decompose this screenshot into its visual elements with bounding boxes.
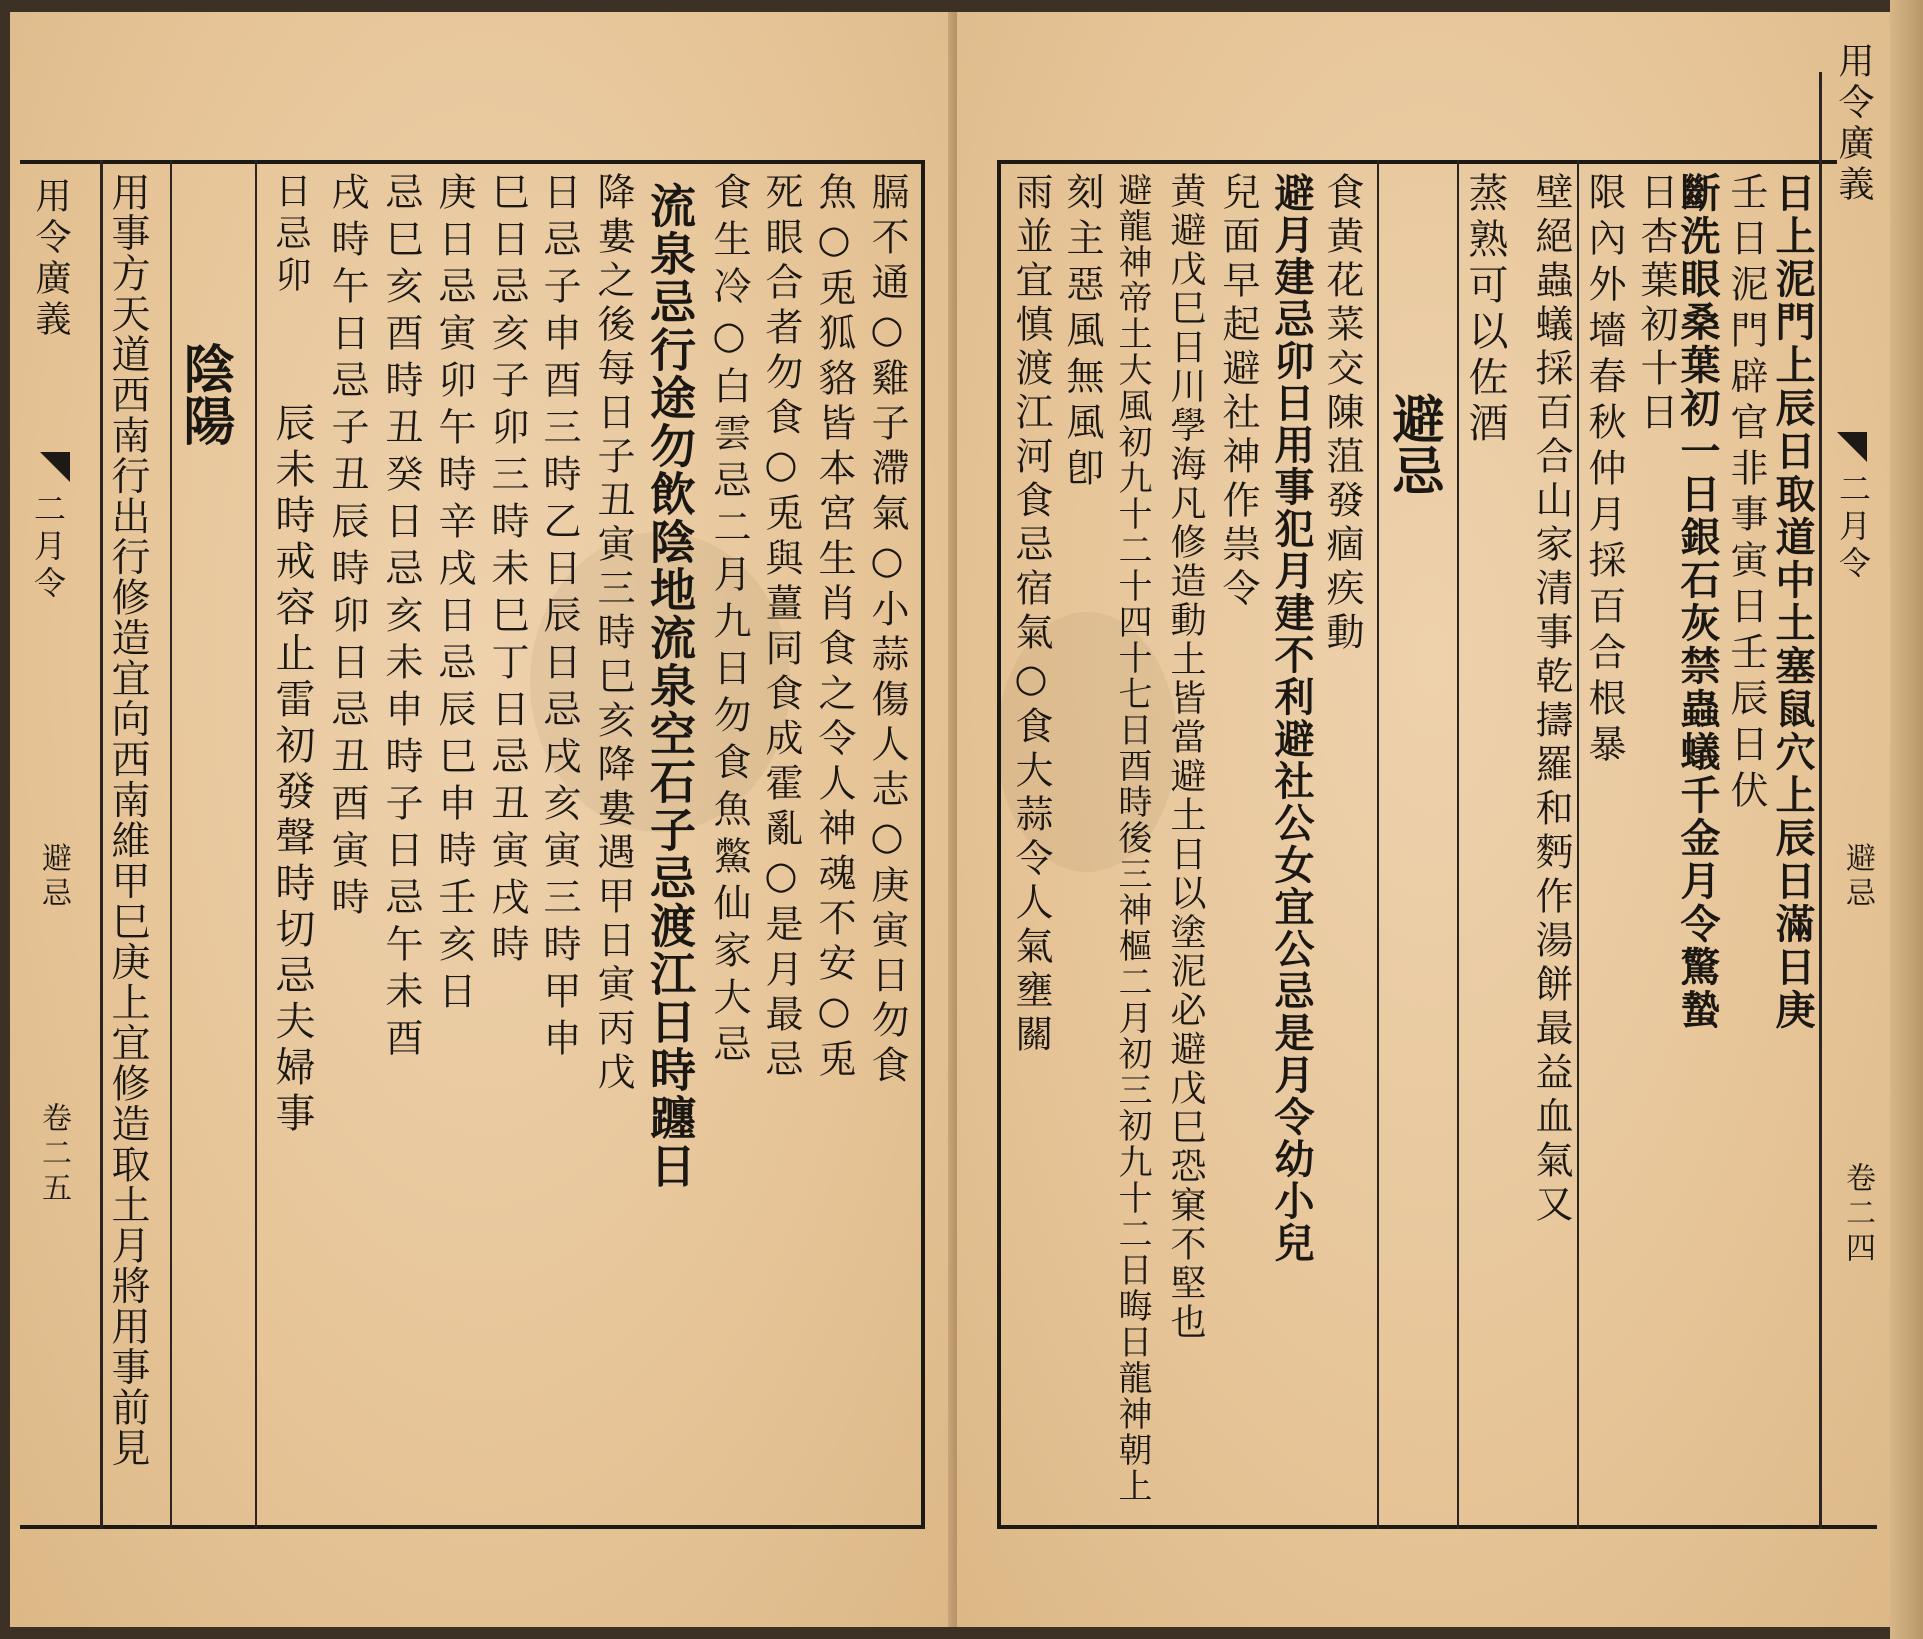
section-heading-yinyang: 陰陽 xyxy=(174,342,235,446)
text-column-4: 戌時午日忌子丑辰時卯日忌丑酉寅時 xyxy=(325,172,369,924)
top-border-rule xyxy=(997,160,1837,164)
left-page xyxy=(10,12,955,1627)
bottom-border-rule xyxy=(997,1525,1877,1529)
right-page xyxy=(957,12,1905,1627)
text-column-3a: 日忌卯 xyxy=(270,172,311,298)
bottom-border-rule xyxy=(20,1525,925,1529)
margin-folio: 卷二四 xyxy=(1840,1162,1875,1267)
text-column-13: 魚○兎狐貉皆本宮生肖食之令人神魂不安○兎 xyxy=(812,172,856,1084)
text-column-7: 巳日忌亥子卯三時未巳丁日忌丑寅戌時 xyxy=(485,172,529,971)
margin-chapter: 二月令 xyxy=(29,492,67,603)
text-column-r6: 避月建忌卯日用事犯月建不利避社公女宜公忌是月令幼小兒 xyxy=(1268,172,1315,1264)
left-frame-rule xyxy=(997,160,1001,1529)
right-frame-rule xyxy=(921,160,925,1529)
text-column-10: 流泉忌行途勿飲陰地流泉空石子忌渡江日時躔日 xyxy=(643,182,697,1190)
text-column-9: 降婁之後每日子丑寅三時巳亥降婁遇甲日寅丙戊 xyxy=(591,172,635,1096)
column-rule xyxy=(255,160,257,1529)
text-column-r10: 壁絕蟲蟻採百合山家清事乾擣羅和麪作湯餅最益血氣又 xyxy=(1529,172,1573,1228)
text-column-r11: 限內外墻春秋仲月採百合根暴 xyxy=(1582,172,1626,770)
fish-tail-mark xyxy=(1837,432,1867,462)
margin-rule xyxy=(100,160,103,1529)
text-column-3: 辰未時戒容止雷初發聲時切忌夫婦事 xyxy=(269,402,315,1138)
text-column-r15: 日上泥門上辰日取道中土塞鼠穴上辰日滿日庚 xyxy=(1769,172,1816,1032)
text-column-5: 忌巳亥酉時丑癸日忌亥未申時子日忌午未酉 xyxy=(379,172,423,1065)
column-rule xyxy=(1577,160,1579,1529)
text-column-r12: 日杏葉初十日 xyxy=(1634,172,1678,436)
text-column-12: 死眼合者勿食○兎與薑同食成霍亂○是月最忌 xyxy=(759,172,803,1084)
margin-section: 避忌 xyxy=(36,842,71,912)
margin-rule xyxy=(1819,72,1822,1529)
column-rule xyxy=(1377,160,1379,1529)
text-column-r9: 蒸熟可以佐酒 xyxy=(1462,172,1508,448)
text-column-r7: 食黄花菜交陳菹發痼疾動 xyxy=(1320,172,1364,656)
margin-folio: 卷二五 xyxy=(36,1102,71,1207)
margin-section: 避忌 xyxy=(1840,842,1875,912)
text-column-r2: 刻主惡風無風卽 xyxy=(1060,172,1104,494)
text-column-r13: 斷洗眼桑葉初一日銀石灰禁蟲蟻千金月令驚蟄 xyxy=(1674,172,1721,1032)
text-column-8: 日忌子申酉三時乙日辰日忌戌亥寅三時甲申 xyxy=(537,172,581,1065)
column-rule xyxy=(170,160,172,1529)
text-column-6: 庚日忌寅卯午時辛戌日忌辰巳申時壬亥日 xyxy=(432,172,476,1018)
text-column-11: 食生冷○白雲忌二月九日勿食魚鱉仙家大忌 xyxy=(707,172,751,1071)
text-column-14: 膈不通○雞子滯氣○小蒜傷人志○庚寅日勿食 xyxy=(865,172,909,1090)
page-edge xyxy=(1890,0,1923,1639)
margin-chapter: 二月令 xyxy=(1834,472,1872,583)
margin-title: 用令廣義 xyxy=(1833,42,1874,206)
top-border-rule xyxy=(20,160,925,164)
text-column-r5: 兒面早起避社神作祟令 xyxy=(1216,172,1260,612)
column-rule xyxy=(1457,160,1459,1529)
margin-title: 用令廣義 xyxy=(30,177,71,341)
text-column-r4: 黄避戊巳日川學海凡修造動土皆當避土日以塗泥必避戊巳恐窠不堅也 xyxy=(1165,172,1206,1342)
text-column-r1: 雨並宜慎渡江河食忌宿氣○食大蒜令人氣壅關 xyxy=(1009,172,1053,1058)
fish-tail-mark xyxy=(40,452,70,482)
section-heading-biji: 避忌 xyxy=(1383,392,1444,496)
text-column-r3: 避龍神帝土大風初九十二十四十七日酉時後三神樞二月初三初九十二日晦日龍神朝上 xyxy=(1112,172,1152,1504)
text-column-1: 用事方天道西南行出行修造宜向西南維甲巳庚上宜修造取土月將用事前見 xyxy=(105,172,150,1468)
text-column-r14: 壬日泥門辟官非事寅日壬辰日伏 xyxy=(1724,172,1768,816)
